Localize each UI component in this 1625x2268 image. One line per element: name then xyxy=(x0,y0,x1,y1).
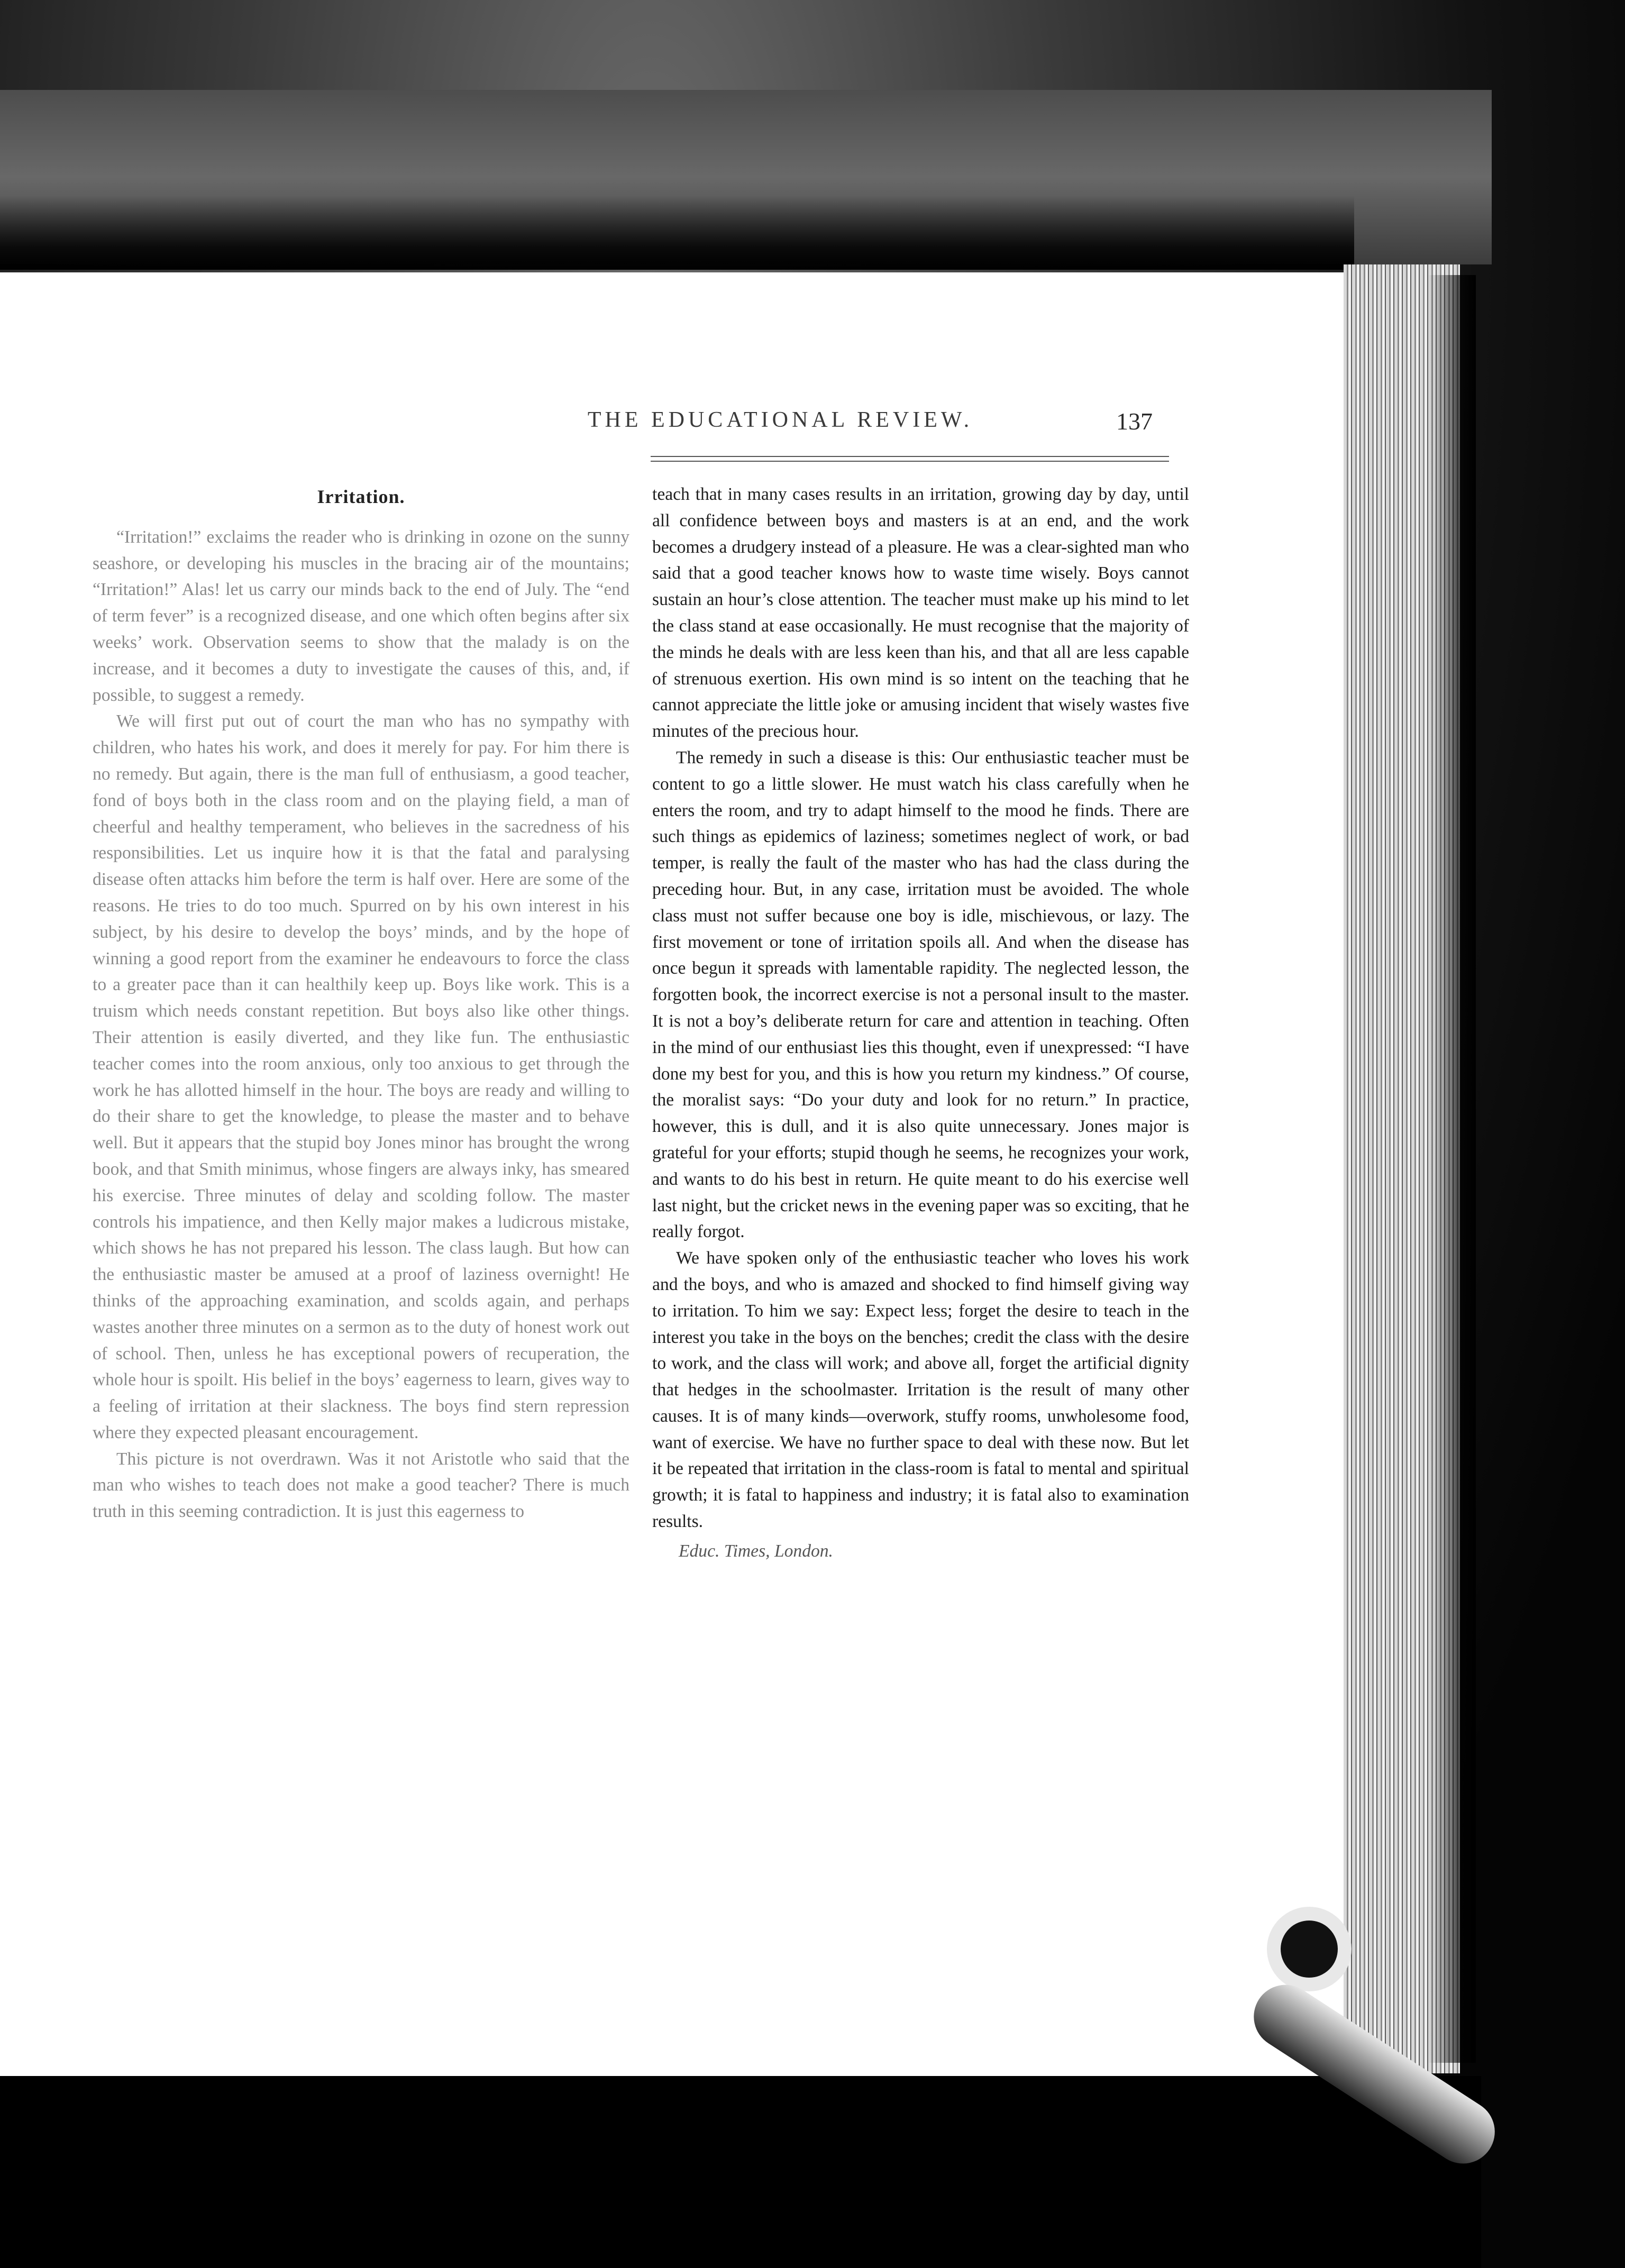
header-rule xyxy=(651,456,1169,462)
bottom-shadow xyxy=(0,2076,1481,2268)
left-column xyxy=(93,484,629,1525)
article-source: Educ. Times, London. xyxy=(679,1541,833,1561)
page-top-shadow xyxy=(0,196,1354,270)
page-number: 137 xyxy=(1116,408,1153,435)
paragraph: teach that in many cases results in an irritation, growing day by day, until all confidence between boys and masters is at an end, and the work becomes a drudgery instead of a pleasure. He was a clear-sighted man who said that a good teacher knows how to waste time wisely. Boys cannot sustain an hour’s close attention. The teacher must make up his mind to let the class stand at ease occasionally. He must recognise that the majority of the minds he deals with are less keen than his, and that all are less capable of strenuous exertion. His own mind is so intent on the teaching that he cannot appreciate the little joke or amusing incident that wisely wastes five minutes of the precious hour. xyxy=(652,484,1189,742)
book-clip-ring xyxy=(1267,1907,1352,1991)
right-column xyxy=(652,481,1189,1565)
paragraph: We have spoken only of the enthusiastic teacher who loves his work and the boys, and who is amazed and shocked to find himself giving way to irritation. To him we say: Expect less; forget the desire to teach in the interest you take in the boys on the benches; credit the class with the desire to work, and the class will work; and above all, forget the artificial dignity that hedges in the schoolmaster. Irritation is the result of many other causes. It is of many kinds—overwork, stuffy rooms, unwholesome food, want of exercise. We have no further space to deal with these now. But let it be repeated that irritation in the class-room is fatal to mental and spiritual growth; it is fatal to happiness and industry; it is fatal also to examination results. xyxy=(652,1248,1189,1532)
running-head: THE EDUCATIONAL REVIEW. xyxy=(587,408,973,432)
paragraph: “Irritation!” exclaims the reader who is drinking in ozone on the sunny seashore, or developing his muscles in the bracing air of the mountains; “Irritation!” Alas! let us carry our minds back to the end of July. The “end of term fever” is a recognized disease, and one which often begins after six weeks’ work. Observation seems to show that the malady is on the increase, and it becomes a duty to investigate the causes of this, and, if possible, to suggest a remedy. xyxy=(93,527,629,705)
paragraph: We will first put out of court the man who has no sympathy with children, who hates his work, and does it merely for pay. For him there is no remedy. But again, there is the man full of enthusiasm, a good teacher, fond of boys both in the class room and on the playing field, a man of cheerful and healthy temperament, who believes in the sacredness of his responsibilities. Let us inquire how it is that the fatal and paralysing disease often attacks him before the term is half over. Here are some of the reasons. He tries to do too much. Spurred on by his own interest in his subject, by his desire to develop the boys’ minds, and by the hope of winning a good report from the examiner he endeavours to force the class to a greater pace than it can healthily keep up. Boys like work. This is a truism which needs constant repetition. But boys also like other things. Their attention is easily diverted, and they like fun. The enthusiastic teacher comes into the room anxious, only too anxious to get through the work he has allotted himself in the hour. The boys are ready and willing to do their share to get the knowledge, to please the master and to behave well. But it appears that the stupid boy Jones minor has brought the wrong book, and that Smith minimus, whose fingers are always inky, has smeared his exercise. Three minutes of delay and scolding follow. The master controls his impatience, and then Kelly major makes a ludicrous mistake, which shows he has not prepared his lesson. The class laugh. But how can the enthusiastic master be amused at a proof of laziness overnight! He thinks of the approaching examination, and scolds again, and perhaps wastes another three minutes on a sermon as to the duty of honest work out of school. Then, unless he has exceptional powers of recuperation, the whole hour is spoilt. His belief in the boys’ eagerness to learn, gives way to a feeling of irritation at their slackness. The boys find stern repression where they expected pleasant encouragement. xyxy=(93,711,629,1442)
article-title: Irritation. xyxy=(317,486,405,507)
book-edge-shadow xyxy=(1428,275,1476,2063)
paragraph: This picture is not overdrawn. Was it not Aristotle who said that the man who wishes to teach does not make a good teacher? There is much truth in this seeming contradiction. It is just this eagerness to xyxy=(93,1449,629,1522)
paragraph: The remedy in such a disease is this: Our enthusiastic teacher must be content to go a little slower. He must watch his class carefully when he enters the room, and try to adapt himself to the mood he finds. There are such things as epidemics of laziness; sometimes neglect of work, or bad temper, is really the fault of the master who has had the class during the preceding hour. But, in any case, irritation must be avoided. The whole class must not suffer because one boy is idle, mischievous, or lazy. The first movement or tone of irritation spoils all. And when the disease has once begun it spreads with lamentable rapidity. The neglected lesson, the forgotten book, the incorrect exercise is not a personal insult to the master. It is not a boy’s deliberate return for care and attention in teaching. Often in the mind of our enthusiast lies this thought, even if unexpressed: “I have done my best for you, and this is how you return my kindness.” Of course, the moralist says: “Do your duty and look for no return.” In practice, however, this is dull, and it is also quite unnecessary. Jones major is grateful for your efforts; stupid though he seems, he recognizes your work, and wants to do his best in return. He quite meant to do his exercise well last night, but the cricket news in the evening paper was so exciting, that he really forgot. xyxy=(652,747,1189,1242)
